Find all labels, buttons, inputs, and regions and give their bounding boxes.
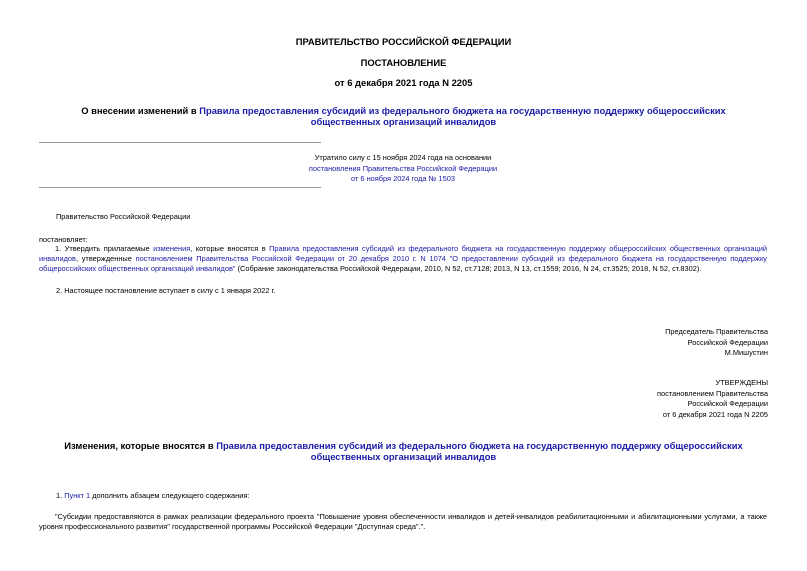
p1-decree-link[interactable]: постановлением Правительства Российской Федерации от 20 декабря 2010 г. N 1074 "О предоставлении субсидий из федерального бюджета на государственную поддержку общероссийских общественных организаций инвалидов" bbox=[39, 254, 767, 273]
signature-line1: Председатель Правительства bbox=[665, 327, 768, 336]
expired-note-link[interactable] bbox=[250, 164, 556, 185]
p1-text-c: , утвержденные bbox=[75, 254, 136, 263]
header-doc-type: ПОСТАНОВЛЕНИЕ bbox=[360, 57, 447, 68]
change-1-quote: "Субсидии предоставляются в рамках реализации федерального проекта "Повышение уровня обеспеченности инвалидов и детей-инвалидов реабилитационными и абилитационными услугами, а также уровня профессионального развития" государственной программы Российской Федерации "Доступная среда".". bbox=[39, 512, 767, 531]
approved-line4: от 6 декабря 2021 года N 2205 bbox=[662, 409, 768, 419]
expired-note bbox=[250, 153, 556, 185]
title-rules-link[interactable]: Правила предоставления субсидий из федерального бюджета на государственную поддержку общероссийских общественных организаций инвалидов bbox=[199, 105, 726, 127]
document-title bbox=[50, 105, 757, 127]
p1-text-d: (Собрание законодательства Российской Федерации, 2010, N 52, ст.7128; 2013, N 13, ст.1559; 2016, N 24, ст.3525; 2018, N 52, ст.8302). bbox=[235, 264, 702, 273]
divider-top bbox=[39, 142, 321, 143]
change-1 bbox=[56, 491, 249, 501]
approved-line3: Российской Федерации bbox=[687, 399, 768, 408]
approved-block bbox=[568, 378, 768, 420]
paragraph-1 bbox=[39, 244, 767, 274]
changes-title-prefix: Изменения, которые вносятся в bbox=[64, 440, 217, 451]
p1-text-b: , которые вносятся в bbox=[190, 244, 270, 253]
signature-block bbox=[568, 327, 768, 359]
changes-title-rules-link[interactable]: Правила предоставления субсидий из федерального бюджета на государственную поддержку общероссийских общественных организаций инвалидов bbox=[216, 440, 743, 462]
p1-changes-link[interactable]: изменения bbox=[153, 244, 191, 253]
paragraph-2: 2. Настоящее постановление вступает в силу с 1 января 2022 г. bbox=[56, 286, 276, 295]
header-doc-date: от 6 декабря 2021 года N 2205 bbox=[334, 77, 473, 88]
header-government: ПРАВИТЕЛЬСТВО РОССИЙСКОЙ ФЕДЕРАЦИИ bbox=[295, 36, 512, 47]
title-prefix: О внесении изменений в bbox=[81, 105, 200, 116]
signature-line2: Российской Федерации bbox=[687, 337, 768, 347]
p1-text-a: 1. Утвердить прилагаемые bbox=[55, 244, 154, 253]
change-1-text-a: 1. bbox=[56, 491, 65, 500]
decrees: постановляет: bbox=[39, 235, 88, 244]
change-1-text-b: дополнить абзацем следующего содержания: bbox=[90, 491, 250, 500]
divider-bottom bbox=[39, 187, 321, 188]
change-1-clause-link[interactable]: Пункт 1 bbox=[64, 491, 91, 500]
approved-line2: постановлением Правительства bbox=[657, 388, 768, 398]
changes-title bbox=[40, 440, 767, 462]
approved-line1: УТВЕРЖДЕНЫ bbox=[715, 378, 768, 387]
expired-note-line2: постановления Правительства Российской Федерации bbox=[308, 163, 498, 173]
issuer: Правительство Российской Федерации bbox=[56, 212, 191, 221]
signature-line3: М.Мишустин bbox=[724, 348, 768, 357]
expired-note-line3: от 6 ноября 2024 года № 1503 bbox=[351, 174, 455, 183]
p1-rules-link[interactable]: Правила предоставления субсидий из федерального бюджета на государственную поддержку общероссийских общественных организаций инвалидов bbox=[39, 244, 768, 263]
expired-note-line1: Утратило силу с 15 ноября 2024 года на основании bbox=[314, 153, 492, 162]
